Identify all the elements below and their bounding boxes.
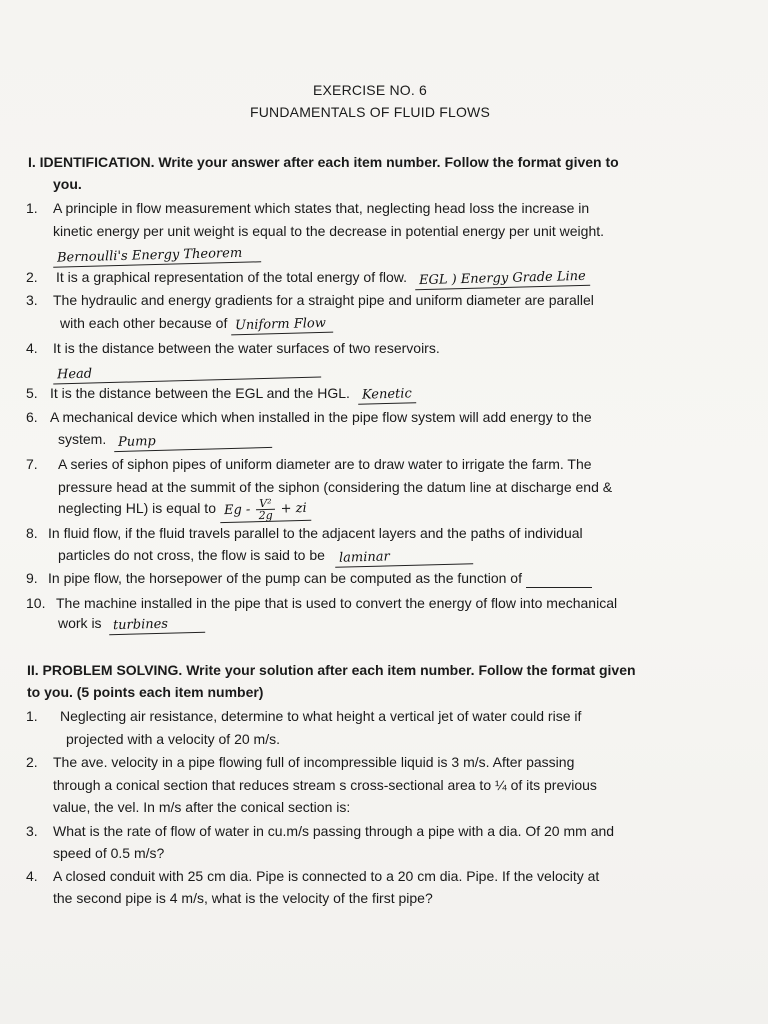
item-text: The hydraulic and energy gradients for a straight pipe and uniform diameter are parallel [53, 292, 594, 308]
item-number: 5. [26, 385, 38, 401]
item-text: In pipe flow, the horsepower of the pump can be computed as the function of [48, 570, 522, 586]
part2-heading-cont: to you. (5 points each item number) [27, 684, 264, 700]
item-text: The machine installed in the pipe that is used to convert the energy of flow into mechanical [56, 595, 618, 611]
item-text: A series of siphon pipes of uniform diameter are to draw water to irrigate the farm. The [58, 456, 592, 472]
item-number: 6. [26, 409, 38, 425]
handwritten-answer: Kenetic [358, 386, 416, 405]
item-text: speed of 0.5 m/s? [53, 845, 165, 861]
item-number: 7. [26, 456, 38, 472]
item-number: 3. [26, 823, 38, 839]
item-text: A closed conduit with 25 cm dia. Pipe is connected to a 20 cm dia. Pipe. If the velocity at [53, 868, 600, 884]
part1-heading-cont: you. [53, 176, 82, 192]
handwritten-answer: EGL ) Energy Grade Line [415, 269, 590, 291]
answer-blank [526, 573, 592, 588]
item-text: particles do not cross, the flow is said to be [58, 547, 325, 563]
item-number: 2. [26, 754, 38, 770]
exercise-subject: FUNDAMENTALS OF FLUID FLOWS [249, 104, 491, 120]
item-text: In fluid flow, if the fluid travels parallel to the adjacent layers and the paths of individual [48, 525, 583, 541]
item-text: value, the vel. In m/s after the conical section is: [53, 799, 351, 815]
item-text: It is a graphical representation of the total energy of flow. [56, 269, 407, 285]
handwritten-answer: Eg - $\frac{\text{V²}}{2g}$ + zi [220, 497, 311, 523]
item-text: A principle in flow measurement which states that, neglecting head loss the increase in [53, 200, 590, 216]
item-text: through a conical section that reduces stream s cross-sectional area to ¼ of its previous [53, 777, 597, 793]
item-number: 9. [26, 570, 38, 586]
item-text: What is the rate of flow of water in cu.m/s passing through a pipe with a dia. Of 20 mm and [53, 823, 615, 839]
velocity-head-fraction: $\frac{\text{V²}}{2g}$ [256, 498, 275, 521]
item-number: 2. [26, 269, 38, 285]
item-text: The ave. velocity in a pipe flowing full of incompressible liquid is 3 m/s. After passing [53, 754, 575, 770]
part1-heading: I. IDENTIFICATION. Write your answer after each item number. Follow the format given to [28, 154, 619, 170]
item-number: 1. [26, 200, 38, 216]
handwritten-answer: turbines [109, 616, 205, 636]
item-number: 3. [26, 292, 38, 308]
item-number: 10. [26, 595, 46, 611]
item-number: 1. [26, 708, 38, 724]
item-number: 8. [26, 525, 38, 541]
part2-heading: II. PROBLEM SOLVING. Write your solution after each item number. Follow the format given [27, 662, 636, 678]
item-text: kinetic energy per unit weight is equal to the decrease in potential energy per unit weight. [53, 223, 605, 239]
handwritten-answer: Bernoulli's Energy Theorem [53, 245, 261, 267]
item-text: neglecting HL) is equal to [58, 500, 216, 516]
handwritten-answer: laminar [335, 547, 473, 568]
handwritten-answer: Head [53, 360, 321, 384]
item-text: pressure head at the summit of the siphon (considering the datum line at discharge end & [58, 479, 613, 495]
item-text: projected with a velocity of 20 m/s. [66, 731, 280, 747]
item-text: the second pipe is 4 m/s, what is the velocity of the first pipe? [53, 890, 433, 906]
item-text: It is the distance between the EGL and the HGL. [50, 385, 350, 401]
handwritten-answer: Uniform Flow [231, 316, 333, 336]
item-text: Neglecting air resistance, determine to what height a vertical jet of water could rise if [60, 708, 582, 724]
item-text: A mechanical device which when installed in the pipe flow system will add energy to the [50, 409, 592, 425]
item-number: 4. [26, 868, 38, 884]
handwritten-answer: Pump [114, 431, 272, 452]
exercise-number: EXERCISE NO. 6 [312, 82, 428, 98]
item-text: It is the distance between the water surfaces of two reservoirs. [53, 340, 440, 356]
item-text: work is [58, 615, 102, 631]
item-text: with each other because of [60, 315, 228, 331]
item-text: system. [58, 431, 107, 447]
item-number: 4. [26, 340, 38, 356]
